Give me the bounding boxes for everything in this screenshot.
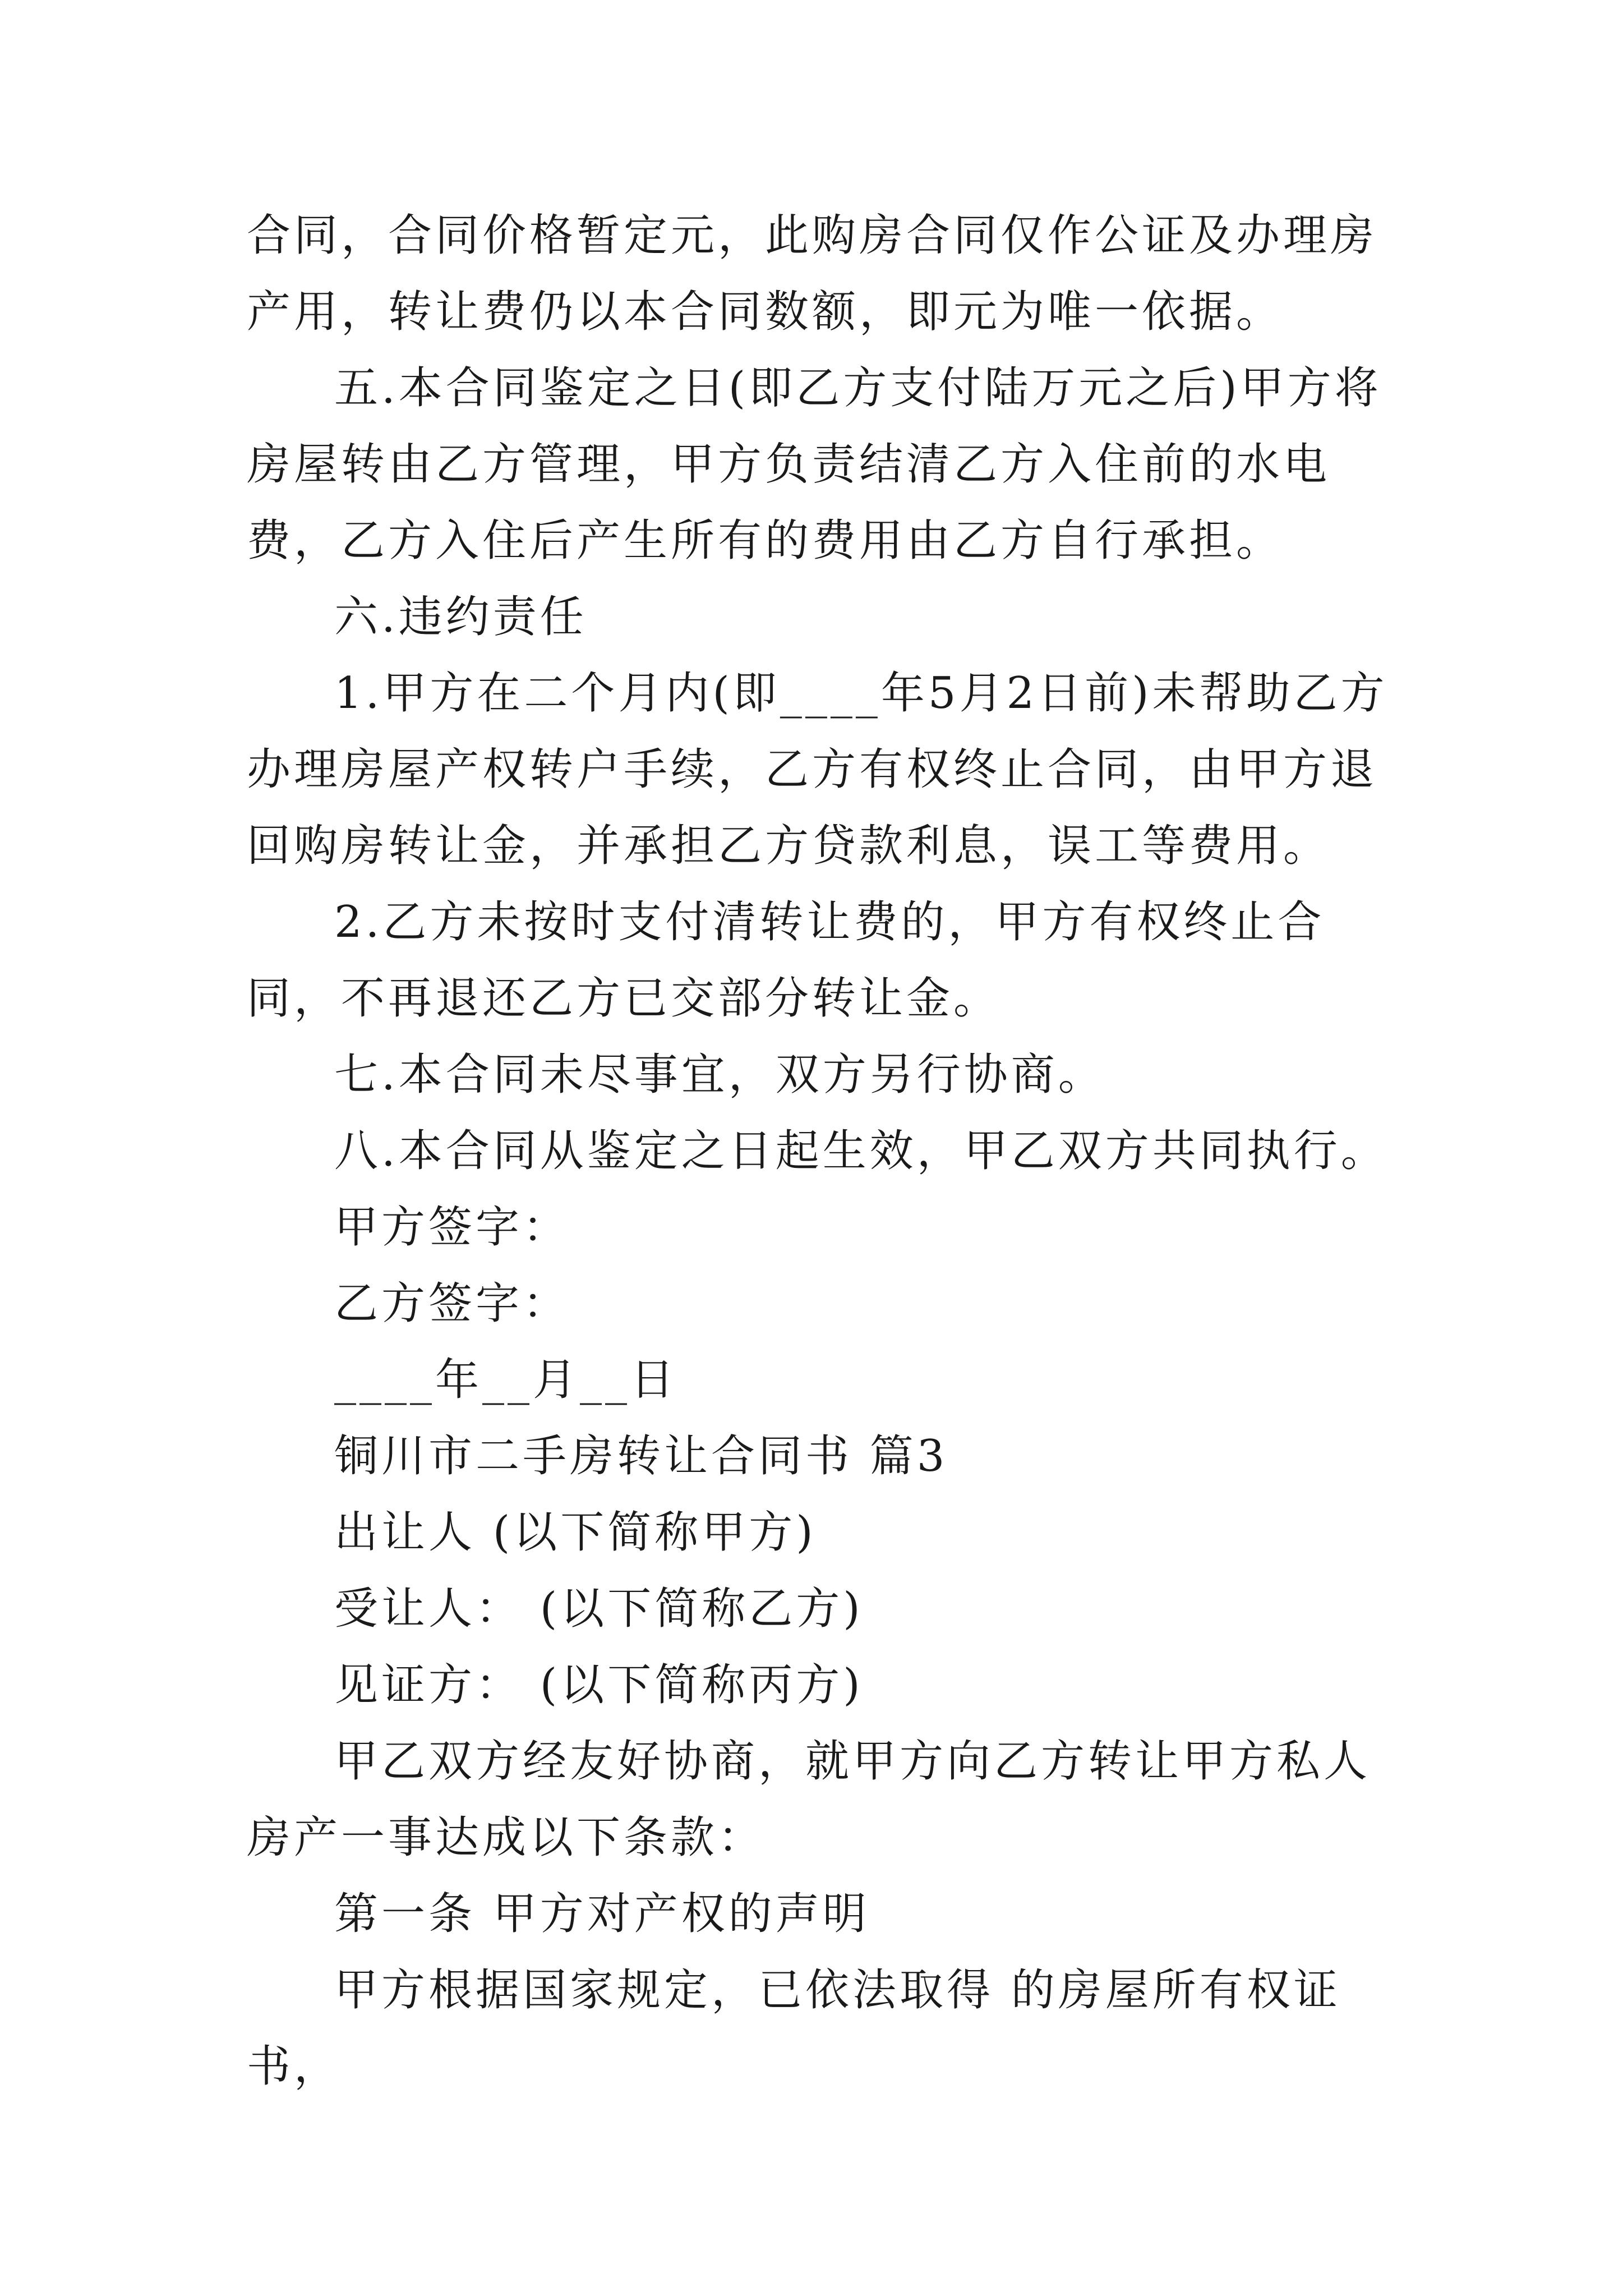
document-body	[247, 197, 1391, 2105]
date-line: ____年__月__日	[334, 1355, 678, 1405]
party-a-signature-label: 甲方签字：	[334, 1202, 570, 1253]
section-title: 铜川市二手房转让合同书 篇3	[334, 1431, 948, 1481]
witness-line: 见证方： (以下简称丙方)	[334, 1660, 864, 1710]
party-b-signature-label: 乙方签字：	[334, 1278, 570, 1329]
transferor-line: 出让人 (以下简称甲方)	[334, 1507, 817, 1558]
contract-paragraph-price: 合同，合同价格暂定元，此购房合同仅作公证及办理房产用，转让费仍以本合同数额，即元为唯一依据。	[247, 210, 1378, 337]
clause-six-heading: 六.违约责任	[334, 592, 587, 642]
article-one-heading: 第一条 甲方对产权的声明	[334, 1889, 870, 1939]
article-one-text: 甲方根据国家规定，已依法取得 的房屋所有权证书，	[247, 1965, 1341, 2092]
transferee-line: 受让人： (以下简称乙方)	[334, 1584, 864, 1634]
agreement-intro: 甲乙双方经友好协商，就甲方向乙方转让甲方私人房产一事达成以下条款：	[247, 1736, 1371, 1863]
clause-eight: 八.本合同从鉴定之日起生效，甲乙双方共同执行。	[334, 1126, 1388, 1176]
clause-seven: 七.本合同未尽事宜，双方另行协商。	[334, 1050, 1105, 1100]
breach-item-1: 1.甲方在二个月内(即____年5月2日前)未帮助乙方办理房屋产权转户手续，乙方有权终止合同，由甲方退回购房转让金，并承担乙方贷款利息，误工等费用。	[247, 668, 1388, 871]
clause-five-paragraph: 五.本合同鉴定之日(即乙方支付陆万元之后)甲方将房屋转由乙方管理，甲方负责结清乙方入住前的水电费，乙方入住后产生所有的费用由乙方自行承担。	[247, 363, 1382, 566]
breach-item-2: 2.乙方未按时支付清转让费的，甲方有权终止合同，不再退还乙方已交部分转让金。	[247, 897, 1325, 1024]
